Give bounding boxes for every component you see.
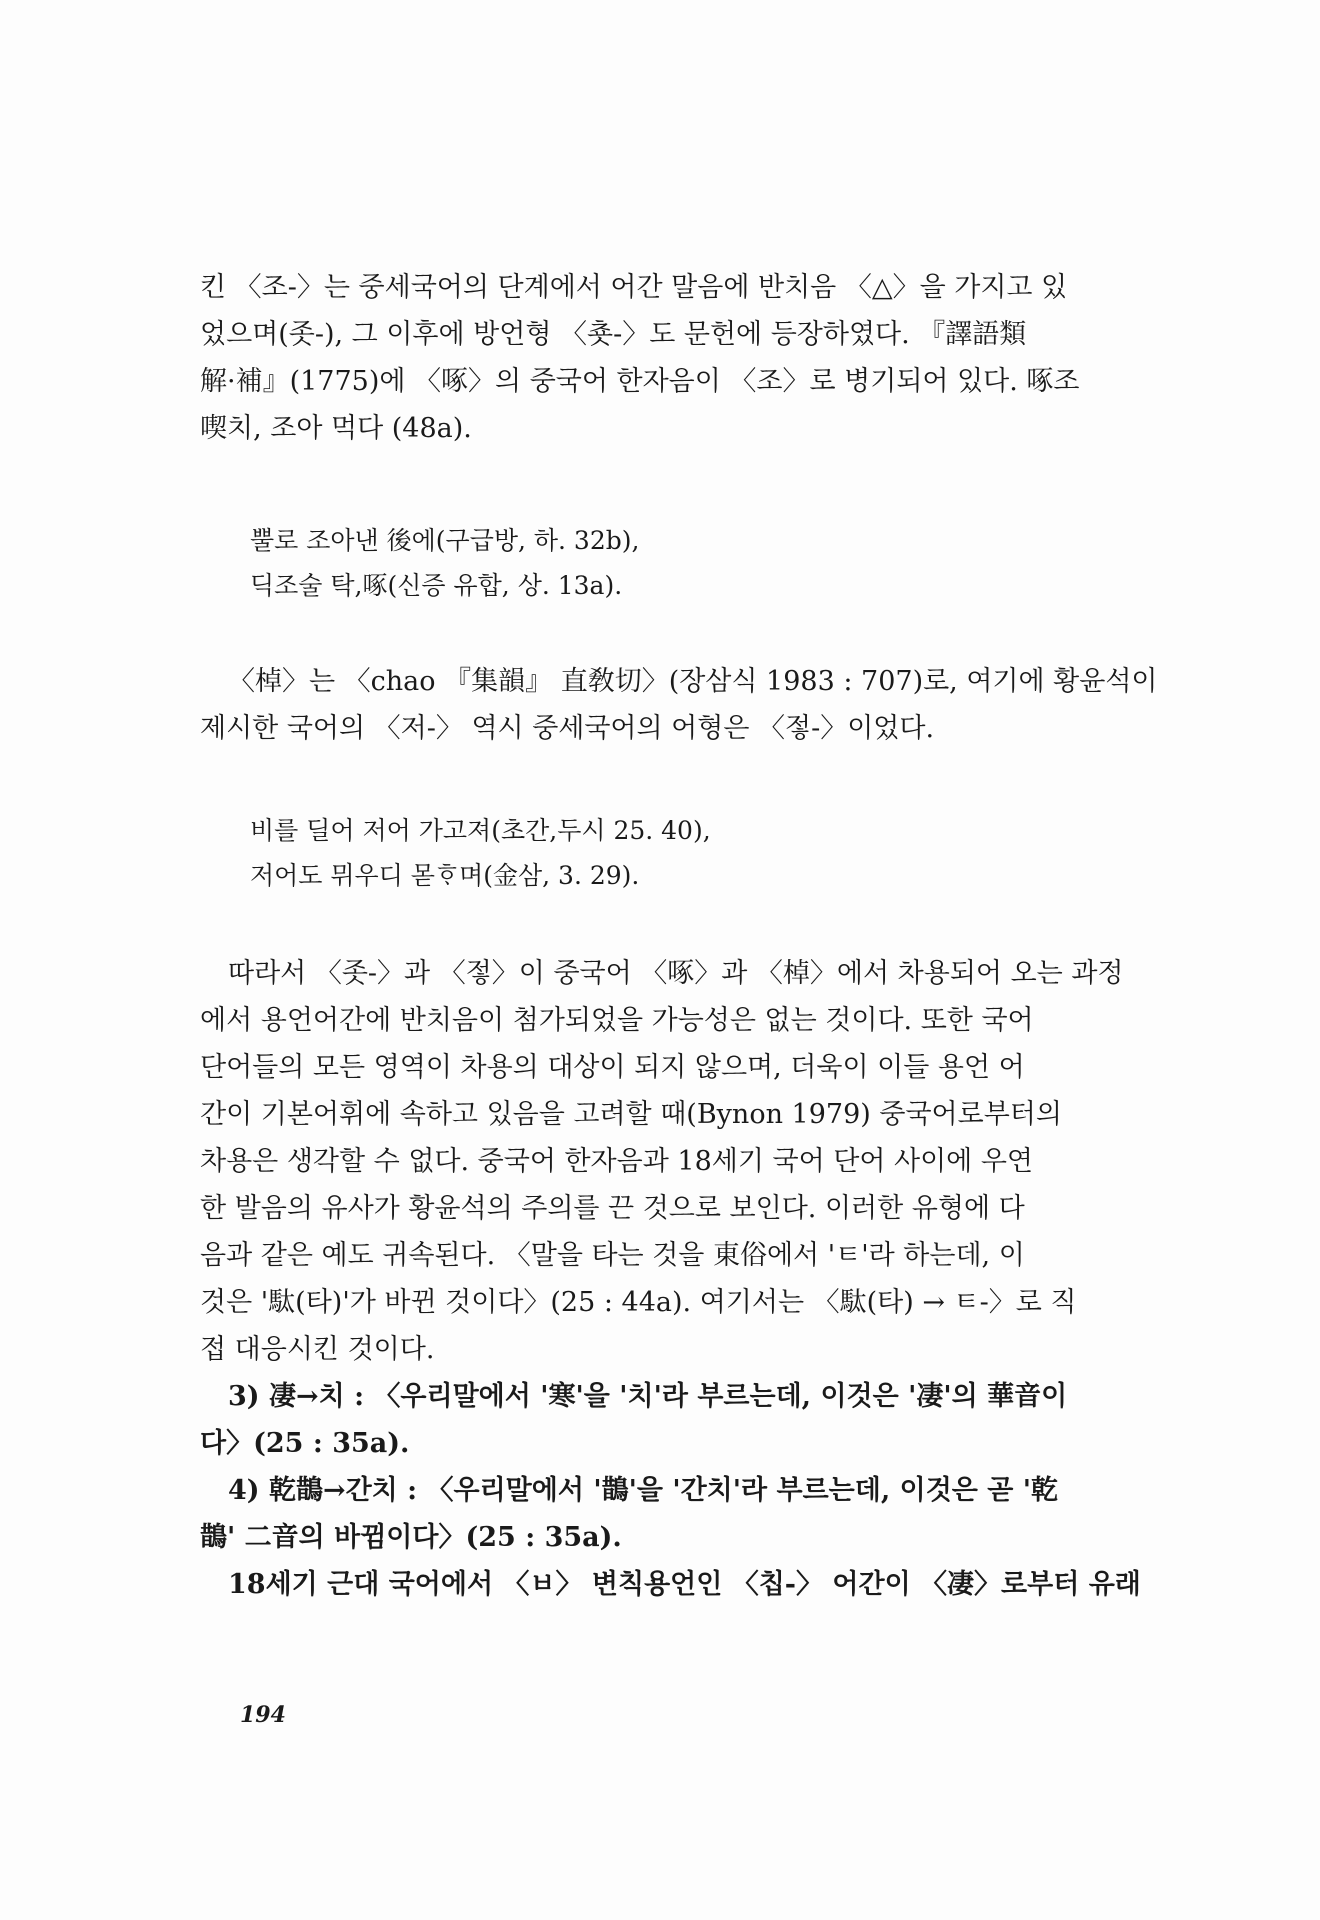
quote-line: 뿔로 조아낸 後에(구급방, 하. 32b), (250, 526, 640, 555)
text-line: 킨 〈조-〉는 중세국어의 단계에서 어간 말음에 반치음 〈△〉을 가지고 있 (200, 272, 1068, 303)
paragraph-text (200, 950, 1168, 1373)
paragraph-3 (200, 950, 1168, 1373)
list-item-3 (200, 1373, 1168, 1467)
text-line: 3) 凄→치 : 〈우리말에서 '寒'을 '치'라 부르는데, 이것은 '凄'의 華音이 (228, 1381, 1068, 1412)
paragraph-text (200, 264, 1168, 452)
paragraph-1 (200, 264, 1168, 452)
text-line: 〈棹〉는 〈chao 『集韻』 直敎切〉(장삼식 1983 : 707)로, 여기에 황윤석이 (228, 666, 1158, 697)
quote-line: 딕조술 탁,啄(신증 유합, 상. 13a). (250, 571, 623, 600)
text-line: 4) 乾鵲→간치 : 〈우리말에서 '鵲'을 '간치'라 부르는데, 이것은 곧 '乾 (228, 1475, 1059, 1506)
list-item-text (200, 1467, 1168, 1561)
text-line: 解·補』(1775)에 〈啄〉의 중국어 한자음이 〈조〉로 병기되어 있다. 啄조 (200, 366, 1080, 397)
quote-line: 비를 딜어 저어 가고져(초간,두시 25. 40), (250, 816, 711, 845)
text-line: 한 발음의 유사가 황윤석의 주의를 끈 것으로 보인다. 이러한 유형에 다 (200, 1193, 1025, 1224)
text-line: 喫치, 조아 먹다 (48a). (200, 413, 472, 444)
paragraph-2 (200, 658, 1168, 752)
list-item-4 (200, 1467, 1168, 1561)
text-line: 따라서 〈좃-〉과 〈젛〉이 중국어 〈啄〉과 〈棹〉에서 차용되어 오는 과정 (228, 958, 1124, 989)
text-line: 단어들의 모든 영역이 차용의 대상이 되지 않으며, 더욱이 이들 용언 어 (200, 1052, 1025, 1083)
quotation-1 (250, 518, 639, 608)
text-line: 었으며(좃-), 그 이후에 방언형 〈춋-〉도 문헌에 등장하였다. 『譯語類 (200, 319, 1027, 350)
text-line: 것은 '駄(타)'가 바뀐 것이다〉(25 : 44a). 여기서는 〈駄(타) → ㅌ-〉로 직 (200, 1287, 1077, 1318)
text-line: 차용은 생각할 수 없다. 중국어 한자음과 18세기 국어 단어 사이에 우연 (200, 1146, 1033, 1177)
paragraph-text (200, 1561, 1168, 1608)
text-line: 다〉(25 : 35a). (200, 1428, 410, 1459)
quotation-2 (250, 808, 711, 898)
quote-line: 저어도 뮈우디 몯ᄒᆞ며(金삼, 3. 29). (250, 861, 640, 890)
text-line: 간이 기본어휘에 속하고 있음을 고려할 때(Bynon 1979) 중국어로부터의 (200, 1099, 1062, 1130)
text-line: 음과 같은 예도 귀속된다. 〈말을 타는 것을 東俗에서 'ㅌ'라 하는데, 이 (200, 1240, 1025, 1271)
page-number: 194 (240, 1702, 286, 1728)
paragraph-4 (200, 1561, 1168, 1608)
list-item-text (200, 1373, 1168, 1467)
text-line: 에서 용언어간에 반치음이 첨가되었을 가능성은 없는 것이다. 또한 국어 (200, 1005, 1034, 1036)
text-line: 鵲' 二音의 바뀜이다〉(25 : 35a). (200, 1522, 622, 1553)
text-line: 18세기 근대 국어에서 〈ㅂ〉 변칙용언인 〈칩-〉 어간이 〈凄〉로부터 유래 (228, 1569, 1141, 1600)
text-line: 제시한 국어의 〈저-〉 역시 중세국어의 어형은 〈젛-〉이었다. (200, 713, 935, 744)
text-line: 접 대응시킨 것이다. (200, 1334, 435, 1365)
paragraph-text (200, 658, 1168, 752)
